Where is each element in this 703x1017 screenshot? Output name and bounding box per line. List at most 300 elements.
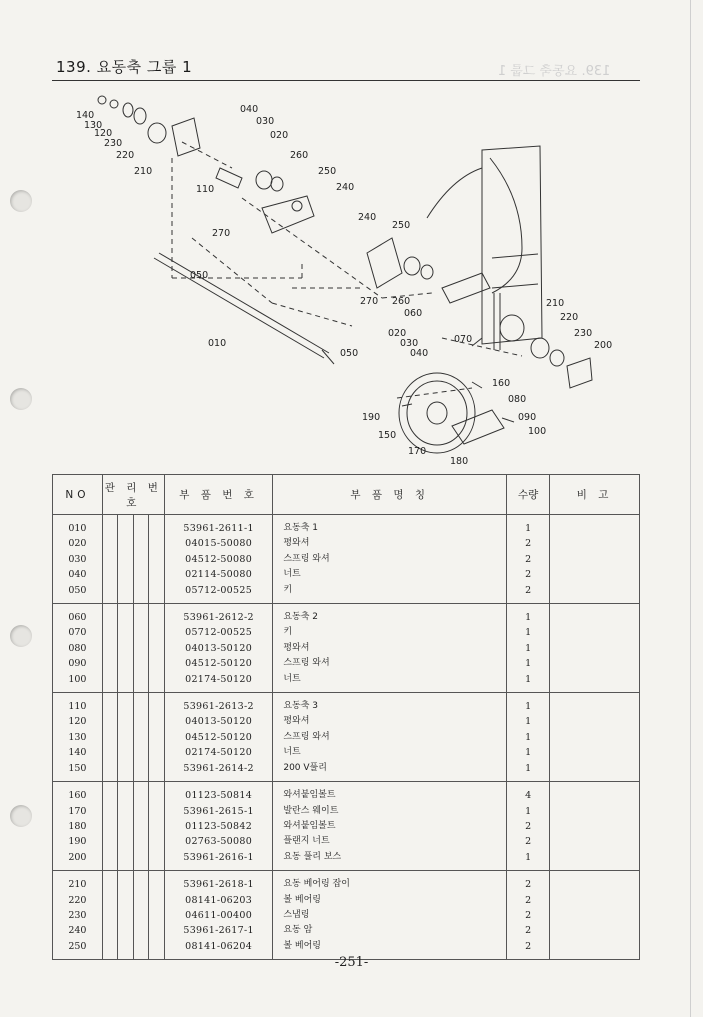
callout-label: 050 xyxy=(340,348,359,359)
cell-note xyxy=(550,672,640,693)
cell-mgmt-1 xyxy=(102,745,118,760)
cell-part-name: 200 V풀리 xyxy=(273,761,507,782)
table-row xyxy=(53,672,640,693)
cell-qty: 2 xyxy=(507,552,550,567)
cell-mgmt-1 xyxy=(102,536,118,551)
cell-qty: 2 xyxy=(507,939,550,960)
cell-mgmt-3 xyxy=(133,515,149,537)
cell-mgmt-3 xyxy=(133,761,149,782)
table-row xyxy=(53,834,640,849)
cell-mgmt-3 xyxy=(133,672,149,693)
cell-part-no: 53961-2615-1 xyxy=(164,804,273,819)
callout-label: 010 xyxy=(208,338,227,349)
cell-mgmt-1 xyxy=(102,850,118,871)
cell-note xyxy=(550,536,640,551)
cell-mgmt-1 xyxy=(102,641,118,656)
cell-mgmt-3 xyxy=(133,625,149,640)
cell-part-no: 04611-00400 xyxy=(164,908,273,923)
table-row xyxy=(53,625,640,640)
cell-note xyxy=(550,714,640,729)
table-row xyxy=(53,641,640,656)
cell-part-no: 08141-06203 xyxy=(164,893,273,908)
callout-label: 260 xyxy=(290,150,309,161)
callout-label: 020 xyxy=(270,130,289,141)
cell-qty: 1 xyxy=(507,761,550,782)
cell-note xyxy=(550,693,640,715)
cell-qty: 1 xyxy=(507,641,550,656)
cell-part-name: 와셔붙임볼트 xyxy=(273,782,507,804)
cell-mgmt-4 xyxy=(149,834,165,849)
cell-mgmt-3 xyxy=(133,804,149,819)
callout-label: 170 xyxy=(408,446,427,457)
cell-qty: 2 xyxy=(507,923,550,938)
callout-label: 260 xyxy=(392,296,411,307)
cell-no: 240 xyxy=(53,923,103,938)
cell-qty: 1 xyxy=(507,693,550,715)
cell-mgmt-3 xyxy=(133,552,149,567)
cell-mgmt-4 xyxy=(149,656,165,671)
cell-mgmt-2 xyxy=(118,641,134,656)
bleed-through-text: 139. 요동축 그룹 1 xyxy=(498,64,611,79)
cell-no: 100 xyxy=(53,672,103,693)
cell-part-name: 볼 베어링 xyxy=(273,939,507,960)
cell-mgmt-4 xyxy=(149,819,165,834)
cell-mgmt-1 xyxy=(102,923,118,938)
cell-part-name: 요동 암 xyxy=(273,923,507,938)
cell-qty: 1 xyxy=(507,850,550,871)
cell-note xyxy=(550,583,640,604)
callout-label: 140 xyxy=(76,110,95,121)
cell-part-no: 04512-50080 xyxy=(164,552,273,567)
cell-mgmt-4 xyxy=(149,641,165,656)
cell-note xyxy=(550,761,640,782)
cell-note xyxy=(550,834,640,849)
cell-note xyxy=(550,745,640,760)
cell-mgmt-2 xyxy=(118,656,134,671)
table-row xyxy=(53,604,640,626)
cell-no: 160 xyxy=(53,782,103,804)
cell-mgmt-4 xyxy=(149,761,165,782)
cell-part-no: 05712-00525 xyxy=(164,625,273,640)
title-underline xyxy=(52,80,640,81)
cell-part-name: 키 xyxy=(273,625,507,640)
callout-label: 250 xyxy=(392,220,411,231)
callout-label: 130 xyxy=(84,120,103,131)
cell-mgmt-1 xyxy=(102,908,118,923)
cell-qty: 2 xyxy=(507,834,550,849)
cell-mgmt-2 xyxy=(118,604,134,626)
cell-no: 230 xyxy=(53,908,103,923)
callout-label: 230 xyxy=(104,138,123,149)
cell-qty: 1 xyxy=(507,515,550,537)
cell-mgmt-1 xyxy=(102,804,118,819)
cell-part-no: 02174-50120 xyxy=(164,672,273,693)
header-part-name: 부 품 명 칭 xyxy=(273,475,507,515)
cell-mgmt-3 xyxy=(133,819,149,834)
cell-mgmt-1 xyxy=(102,834,118,849)
cell-qty: 1 xyxy=(507,730,550,745)
cell-part-name: 스프링 와셔 xyxy=(273,656,507,671)
cell-qty: 2 xyxy=(507,871,550,893)
table-row xyxy=(53,923,640,938)
cell-part-no: 04512-50120 xyxy=(164,730,273,745)
cell-mgmt-3 xyxy=(133,656,149,671)
cell-mgmt-2 xyxy=(118,730,134,745)
cell-part-name: 요동축 3 xyxy=(273,693,507,715)
cell-note xyxy=(550,625,640,640)
cell-mgmt-3 xyxy=(133,850,149,871)
cell-mgmt-3 xyxy=(133,567,149,582)
cell-part-no: 53961-2611-1 xyxy=(164,515,273,537)
callout-label: 240 xyxy=(358,212,377,223)
cell-mgmt-1 xyxy=(102,672,118,693)
cell-qty: 2 xyxy=(507,893,550,908)
cell-part-no: 08141-06204 xyxy=(164,939,273,960)
cell-no: 010 xyxy=(53,515,103,537)
cell-part-name: 요동 베어링 잡이 xyxy=(273,871,507,893)
callout-label: 100 xyxy=(528,426,547,437)
punch-hole-top xyxy=(10,190,32,212)
cell-mgmt-4 xyxy=(149,552,165,567)
callout-label: 270 xyxy=(360,296,379,307)
cell-mgmt-1 xyxy=(102,604,118,626)
table-row xyxy=(53,782,640,804)
cell-part-name: 볼 베어링 xyxy=(273,893,507,908)
table-row xyxy=(53,804,640,819)
cell-no: 170 xyxy=(53,804,103,819)
cell-mgmt-4 xyxy=(149,567,165,582)
cell-mgmt-4 xyxy=(149,850,165,871)
cell-qty: 2 xyxy=(507,567,550,582)
cell-note xyxy=(550,730,640,745)
cell-part-no: 02114-50080 xyxy=(164,567,273,582)
table-row xyxy=(53,552,640,567)
cell-note xyxy=(550,893,640,908)
cell-qty: 2 xyxy=(507,819,550,834)
cell-mgmt-2 xyxy=(118,515,134,537)
cell-mgmt-4 xyxy=(149,923,165,938)
callout-label: 040 xyxy=(240,104,259,115)
cell-note xyxy=(550,552,640,567)
cell-no: 180 xyxy=(53,819,103,834)
cell-no: 110 xyxy=(53,693,103,715)
cell-part-no: 01123-50814 xyxy=(164,782,273,804)
punch-hole-middle xyxy=(10,388,32,410)
table-row xyxy=(53,761,640,782)
cell-qty: 1 xyxy=(507,625,550,640)
cell-part-no: 05712-00525 xyxy=(164,583,273,604)
cell-part-name: 너트 xyxy=(273,672,507,693)
cell-mgmt-2 xyxy=(118,819,134,834)
cell-mgmt-2 xyxy=(118,908,134,923)
cell-note xyxy=(550,871,640,893)
callout-label: 040 xyxy=(410,348,429,359)
cell-no: 200 xyxy=(53,850,103,871)
cell-mgmt-2 xyxy=(118,745,134,760)
cell-mgmt-2 xyxy=(118,714,134,729)
cell-note xyxy=(550,656,640,671)
cell-part-no: 01123-50842 xyxy=(164,819,273,834)
cell-mgmt-1 xyxy=(102,871,118,893)
cell-no: 150 xyxy=(53,761,103,782)
cell-part-no: 04512-50120 xyxy=(164,656,273,671)
callout-label: 210 xyxy=(134,166,153,177)
cell-mgmt-1 xyxy=(102,819,118,834)
cell-part-no: 53961-2616-1 xyxy=(164,850,273,871)
cell-mgmt-2 xyxy=(118,871,134,893)
cell-mgmt-2 xyxy=(118,923,134,938)
cell-mgmt-1 xyxy=(102,761,118,782)
cell-note xyxy=(550,908,640,923)
cell-mgmt-3 xyxy=(133,714,149,729)
cell-part-no: 53961-2617-1 xyxy=(164,923,273,938)
callout-label: 020 xyxy=(388,328,407,339)
cell-mgmt-4 xyxy=(149,804,165,819)
table-row xyxy=(53,871,640,893)
page-number: -251- xyxy=(334,955,369,970)
cell-mgmt-3 xyxy=(133,536,149,551)
cell-mgmt-2 xyxy=(118,782,134,804)
cell-part-no: 53961-2614-2 xyxy=(164,761,273,782)
cell-part-name: 요동 풀리 보스 xyxy=(273,850,507,871)
cell-part-no: 04013-50120 xyxy=(164,714,273,729)
cell-mgmt-3 xyxy=(133,893,149,908)
cell-mgmt-1 xyxy=(102,583,118,604)
cell-note xyxy=(550,567,640,582)
table-row xyxy=(53,850,640,871)
cell-mgmt-2 xyxy=(118,693,134,715)
cell-no: 220 xyxy=(53,893,103,908)
cell-qty: 4 xyxy=(507,782,550,804)
cell-note xyxy=(550,850,640,871)
callout-label: 200 xyxy=(594,340,613,351)
cell-mgmt-2 xyxy=(118,761,134,782)
cell-note xyxy=(550,515,640,537)
cell-mgmt-1 xyxy=(102,730,118,745)
cell-part-name: 와셔붙임볼트 xyxy=(273,819,507,834)
cell-part-name: 플랜지 너트 xyxy=(273,834,507,849)
cell-mgmt-1 xyxy=(102,693,118,715)
cell-mgmt-4 xyxy=(149,893,165,908)
cell-mgmt-1 xyxy=(102,515,118,537)
callout-label: 110 xyxy=(196,184,215,195)
header-mgmt-no: 관 리 번 호 xyxy=(102,475,164,515)
callout-label: 150 xyxy=(378,430,397,441)
callout-label: 070 xyxy=(454,334,473,345)
cell-mgmt-2 xyxy=(118,893,134,908)
callout-label: 270 xyxy=(212,228,231,239)
cell-qty: 2 xyxy=(507,583,550,604)
header-no: NO xyxy=(53,475,103,515)
cell-mgmt-3 xyxy=(133,745,149,760)
table-row xyxy=(53,693,640,715)
cell-mgmt-2 xyxy=(118,804,134,819)
cell-mgmt-1 xyxy=(102,552,118,567)
cell-mgmt-4 xyxy=(149,625,165,640)
cell-part-name: 키 xyxy=(273,583,507,604)
cell-note xyxy=(550,604,640,626)
callout-label: 240 xyxy=(336,182,355,193)
cell-qty: 1 xyxy=(507,714,550,729)
cell-mgmt-3 xyxy=(133,871,149,893)
cell-mgmt-4 xyxy=(149,871,165,893)
table-row xyxy=(53,730,640,745)
cell-mgmt-2 xyxy=(118,625,134,640)
callout-label: 250 xyxy=(318,166,337,177)
cell-part-name: 너트 xyxy=(273,567,507,582)
cell-mgmt-4 xyxy=(149,714,165,729)
cell-mgmt-3 xyxy=(133,908,149,923)
table-row xyxy=(53,567,640,582)
page-title: 139. 요동축 그룹 1 xyxy=(56,58,193,76)
cell-no: 210 xyxy=(53,871,103,893)
callout-label: 030 xyxy=(400,338,419,349)
cell-mgmt-4 xyxy=(149,782,165,804)
cell-mgmt-4 xyxy=(149,672,165,693)
cell-part-name: 평와셔 xyxy=(273,714,507,729)
callout-label: 180 xyxy=(450,456,469,467)
cell-part-no: 02174-50120 xyxy=(164,745,273,760)
cell-no: 250 xyxy=(53,939,103,960)
callout-label: 230 xyxy=(574,328,593,339)
cell-mgmt-2 xyxy=(118,567,134,582)
table-row xyxy=(53,714,640,729)
cell-note xyxy=(550,804,640,819)
cell-mgmt-4 xyxy=(149,515,165,537)
callout-label: 090 xyxy=(518,412,537,423)
cell-part-no: 04015-50080 xyxy=(164,536,273,551)
cell-mgmt-3 xyxy=(133,782,149,804)
parts-table xyxy=(52,474,640,960)
cell-note xyxy=(550,782,640,804)
cell-mgmt-3 xyxy=(133,604,149,626)
callout-label: 190 xyxy=(362,412,381,423)
callout-label: 220 xyxy=(116,150,135,161)
cell-mgmt-4 xyxy=(149,908,165,923)
cell-mgmt-4 xyxy=(149,583,165,604)
cell-mgmt-1 xyxy=(102,567,118,582)
cell-qty: 1 xyxy=(507,804,550,819)
cell-part-no: 53961-2618-1 xyxy=(164,871,273,893)
callout-label: 080 xyxy=(508,394,527,405)
cell-qty: 1 xyxy=(507,672,550,693)
cell-no: 120 xyxy=(53,714,103,729)
cell-part-name: 스프링 와셔 xyxy=(273,552,507,567)
callout-label: 050 xyxy=(190,270,209,281)
cell-part-name: 요동축 1 xyxy=(273,515,507,537)
cell-no: 040 xyxy=(53,567,103,582)
punch-hole-lower xyxy=(10,625,32,647)
cell-part-name: 요동축 2 xyxy=(273,604,507,626)
cell-mgmt-2 xyxy=(118,850,134,871)
table-row xyxy=(53,656,640,671)
cell-mgmt-3 xyxy=(133,641,149,656)
page-edge-line xyxy=(690,0,691,1017)
table-row xyxy=(53,536,640,551)
cell-part-name: 너트 xyxy=(273,745,507,760)
header-note: 비 고 xyxy=(550,475,640,515)
cell-part-no: 04013-50120 xyxy=(164,641,273,656)
cell-no: 050 xyxy=(53,583,103,604)
cell-part-no: 53961-2613-2 xyxy=(164,693,273,715)
cell-part-name: 평와셔 xyxy=(273,536,507,551)
cell-no: 190 xyxy=(53,834,103,849)
cell-note xyxy=(550,923,640,938)
callout-label: 160 xyxy=(492,378,511,389)
cell-mgmt-3 xyxy=(133,834,149,849)
parts-table-body xyxy=(53,515,640,960)
cell-mgmt-1 xyxy=(102,625,118,640)
cell-qty: 2 xyxy=(507,536,550,551)
cell-mgmt-1 xyxy=(102,656,118,671)
table-header-row xyxy=(53,475,640,515)
callout-label: 030 xyxy=(256,116,275,127)
cell-part-name: 발란스 웨이트 xyxy=(273,804,507,819)
cell-mgmt-1 xyxy=(102,782,118,804)
cell-note xyxy=(550,819,640,834)
cell-mgmt-3 xyxy=(133,923,149,938)
table-row xyxy=(53,819,640,834)
cell-mgmt-4 xyxy=(149,730,165,745)
cell-mgmt-4 xyxy=(149,604,165,626)
cell-no: 090 xyxy=(53,656,103,671)
cell-no: 060 xyxy=(53,604,103,626)
cell-qty: 1 xyxy=(507,604,550,626)
table-row xyxy=(53,893,640,908)
callout-label: 210 xyxy=(546,298,565,309)
cell-mgmt-1 xyxy=(102,714,118,729)
cell-mgmt-4 xyxy=(149,536,165,551)
cell-part-name: 평와셔 xyxy=(273,641,507,656)
cell-mgmt-3 xyxy=(133,693,149,715)
exploded-parts-diagram xyxy=(52,88,640,468)
punch-hole-bottom xyxy=(10,805,32,827)
table-row xyxy=(53,515,640,537)
cell-no: 130 xyxy=(53,730,103,745)
cell-qty: 1 xyxy=(507,745,550,760)
cell-note xyxy=(550,641,640,656)
cell-mgmt-1 xyxy=(102,893,118,908)
cell-mgmt-2 xyxy=(118,536,134,551)
table-row xyxy=(53,908,640,923)
cell-part-name: 스냅링 xyxy=(273,908,507,923)
cell-mgmt-4 xyxy=(149,745,165,760)
cell-part-no: 02763-50080 xyxy=(164,834,273,849)
cell-mgmt-2 xyxy=(118,672,134,693)
cell-mgmt-3 xyxy=(133,730,149,745)
cell-qty: 2 xyxy=(507,908,550,923)
table-row xyxy=(53,583,640,604)
cell-mgmt-2 xyxy=(118,552,134,567)
cell-no: 080 xyxy=(53,641,103,656)
cell-qty: 1 xyxy=(507,656,550,671)
callout-label: 060 xyxy=(404,308,423,319)
cell-mgmt-2 xyxy=(118,583,134,604)
header-part-no: 부 품 번 호 xyxy=(164,475,273,515)
cell-mgmt-4 xyxy=(149,693,165,715)
header-qty: 수량 xyxy=(507,475,550,515)
cell-mgmt-2 xyxy=(118,834,134,849)
callout-label: 120 xyxy=(94,128,113,139)
callout-label: 220 xyxy=(560,312,579,323)
cell-no: 140 xyxy=(53,745,103,760)
cell-mgmt-3 xyxy=(133,583,149,604)
cell-no: 020 xyxy=(53,536,103,551)
cell-part-name: 스프링 와셔 xyxy=(273,730,507,745)
cell-part-no: 53961-2612-2 xyxy=(164,604,273,626)
cell-no: 070 xyxy=(53,625,103,640)
cell-no: 030 xyxy=(53,552,103,567)
